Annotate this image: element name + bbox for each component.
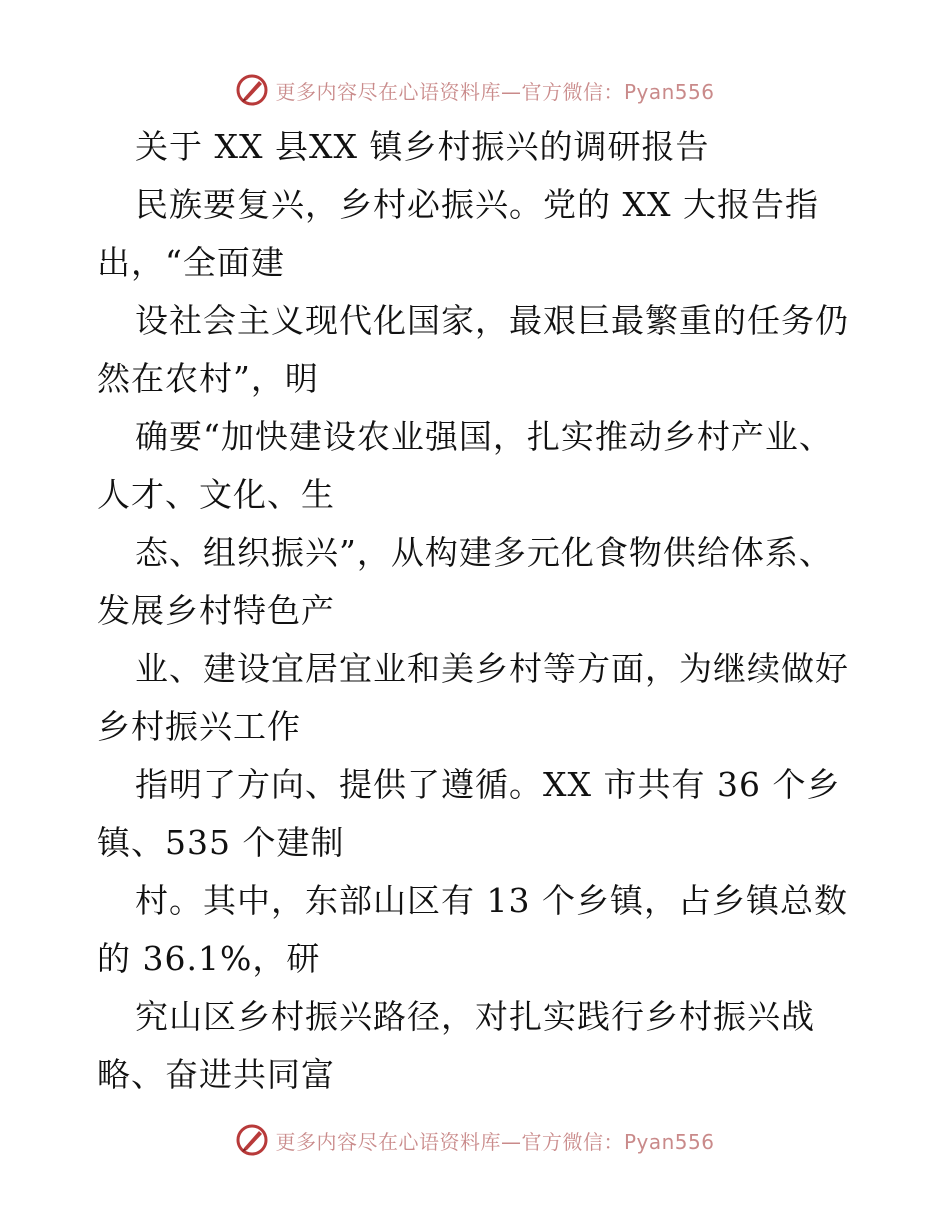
document-line: 的 36.1%，研 [97, 939, 321, 978]
document-line: 指明了方向、提供了遵循。XX 市共有 36 个乡 [135, 765, 841, 804]
document-line: 关于 XX 县XX 镇乡村振兴的调研报告 [135, 127, 710, 166]
document-line: 人才、文化、生 [97, 475, 335, 514]
banner-main-text: 更多内容尽在心语资料库 [275, 79, 501, 104]
document-line: 民族要复兴，乡村必振兴。党的 XX 大报告指 [135, 185, 819, 224]
banner-dash: — [500, 79, 522, 104]
document-line: 略、奋进共同富 [97, 1055, 335, 1094]
document-line: 态、组织振兴”，从构建多元化食物供给体系、 [135, 533, 833, 572]
footer-banner [0, 1120, 950, 1160]
banner-wechat-text: 官方微信：Pyan556 [521, 1129, 715, 1154]
banner-main-text: 更多内容尽在心语资料库 [275, 1129, 501, 1154]
banner-wechat-text: 官方微信：Pyan556 [521, 79, 715, 104]
document-line: 业、建设宜居宜业和美乡村等方面，为继续做好 [135, 649, 849, 688]
banner-text [275, 1126, 714, 1155]
document-line: 发展乡村特色产 [97, 591, 335, 630]
document-line: 设社会主义现代化国家，最艰巨最繁重的任务仍 [135, 301, 849, 340]
document-line: 确要“加快建设农业强国，扎实推动乡村产业、 [135, 417, 833, 456]
document-body [97, 118, 857, 1104]
banner-dash: — [500, 1129, 522, 1154]
document-line: 镇、535 个建制 [97, 823, 345, 862]
quill-pen-logo-icon [235, 73, 269, 107]
document-line: 然在农村”，明 [97, 359, 319, 398]
document-line: 村。其中，东部山区有 13 个乡镇，占乡镇总数 [135, 881, 848, 920]
banner-text [275, 76, 714, 105]
header-banner [0, 70, 950, 110]
document-line: 究山区乡村振兴路径，对扎实践行乡村振兴战 [135, 997, 815, 1036]
document-line: 乡村振兴工作 [97, 707, 301, 746]
document-line: 出，“全面建 [97, 243, 285, 282]
quill-pen-logo-icon [235, 1123, 269, 1157]
